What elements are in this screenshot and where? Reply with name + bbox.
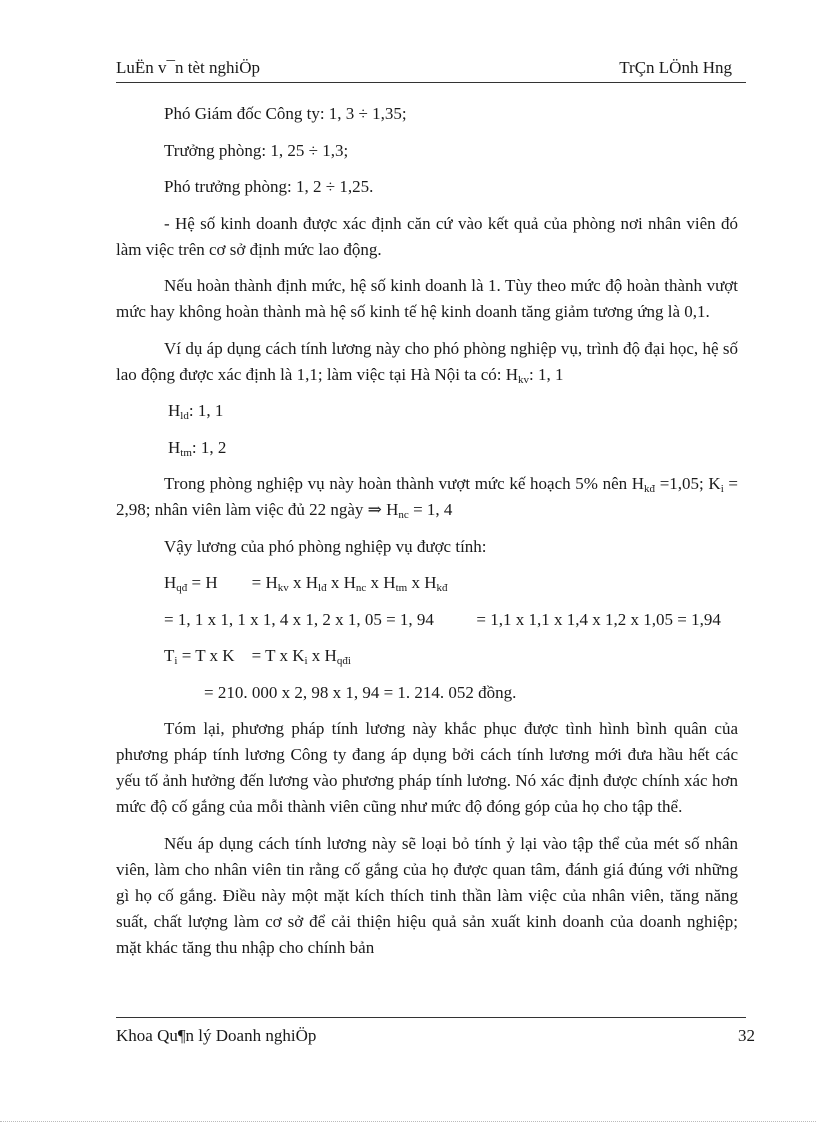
page-edge-divider [0,1121,816,1122]
equation-h-qd-result: = 1, 1 x 1, 1 x 1, 4 x 1, 2 x 1, 05 = 1, 94 = 1,1 x 1,1 x 1,4 x 1,2 x 1,05 = 1,94 [164,609,721,629]
footer-faculty: Khoa Qu¶n lý Doanh nghiÖp [116,1026,317,1045]
header-thesis-title: LuËn v¯n tèt nghiÖp [116,58,261,77]
paragraph-salary-intro: Vậy lương của phó phòng nghiệp vụ được tính: [164,536,487,556]
paragraph-summary: Tóm lại, phương pháp tính lương này khắc phục được tình hình bình quân của phương pháp tính lương Công ty đang áp dụng bởi cách tính lương mới đưa hầu hết các yếu tố ảnh hưởng đến lương vào phương pháp tính lương. Nó xác định được chính xác hơn mức độ cố gắng của mỗi thành viên cũng như mức độ đóng góp của họ cho tập thể. [116,719,738,816]
rate-deputy-director: Phó Giám đốc Công ty: 1, 3 ÷ 1,35; [164,104,407,123]
equation-t-i-result: = 210. 000 x 2, 98 x 1, 94 = 1. 214. 052 đồng. [204,682,517,702]
paragraph-department: Trong phòng nghiệp vụ này hoàn thành vượt mức kế hoạch 5% nên $H_{kđ} =1,05$; $K_i = 2,98$; nhân viên làm việc đủ 22 ngày ⇒ $H_{nc} = 1$, 4 [116,474,738,521]
coef-h-tm: $H_{tm}$: 1, 2 [168,437,227,459]
paragraph-completion: Nếu hoàn thành định mức, hệ số kinh doanh là 1. Tùy theo mức độ hoàn thành vượt mức hay không hoàn thành mà hệ số kinh tế hệ kinh doanh tăng giảm tương ứng là 0,1. [116,276,738,321]
header-author: TrÇn LÖnh Hng [619,58,732,77]
rate-head-of-dept: Trưởng phòng: 1, 25 ÷ 1,3; [164,140,349,160]
page-header [116,58,746,83]
equation-t-i: $T_i = T$ x K = T x $K_i$ x $H_{qđi}$ [164,646,351,667]
paragraph-business-coefficient: - Hệ số kinh doanh được xác định căn cứ vào kết quả của phòng nơi nhân viên đó làm việc trên cơ sở định mức lao động. [116,213,738,259]
page-body [116,101,738,961]
rate-deputy-head: Phó trưởng phòng: 1, 2 ÷ 1,25. [164,177,374,196]
paragraph-example: Ví dụ áp dụng cách tính lương này cho phó phòng nghiệp vụ, trình độ đại học, hệ số lao động được xác định là 1,1; làm việc tại Hà Nội ta có: $H_{kv}$: 1, 1 [116,338,738,386]
equation-h-qd: $H_{qđ} = H$ = $H_{kv}$ x $H_{lđ}$ x $H_{nc}$ x $H_{tm}$ x $H_{kđ}$ [164,573,448,594]
page-footer [116,1017,755,1045]
page-number: 32 [738,1026,755,1045]
paragraph-application: Nếu áp dụng cách tính lương này sẽ loại bỏ tính ỷ lại vào tập thể của mét số nhân viên, làm cho nhân viên tin rằng cố gắng của họ được quan tâm, đánh giá đúng với những gì họ cố gắng. Điều này một mặt kích thích tinh thần làm việc của nhân viên, tăng năng suất, chất lượng làm cơ sở để cải thiện hiệu quả sản xuất kinh doanh của doanh nghiệp; mặt khác tăng thu nhập cho chính bản [116,833,738,957]
coef-h-ld: $H_{ld}$: 1, 1 [168,401,224,422]
